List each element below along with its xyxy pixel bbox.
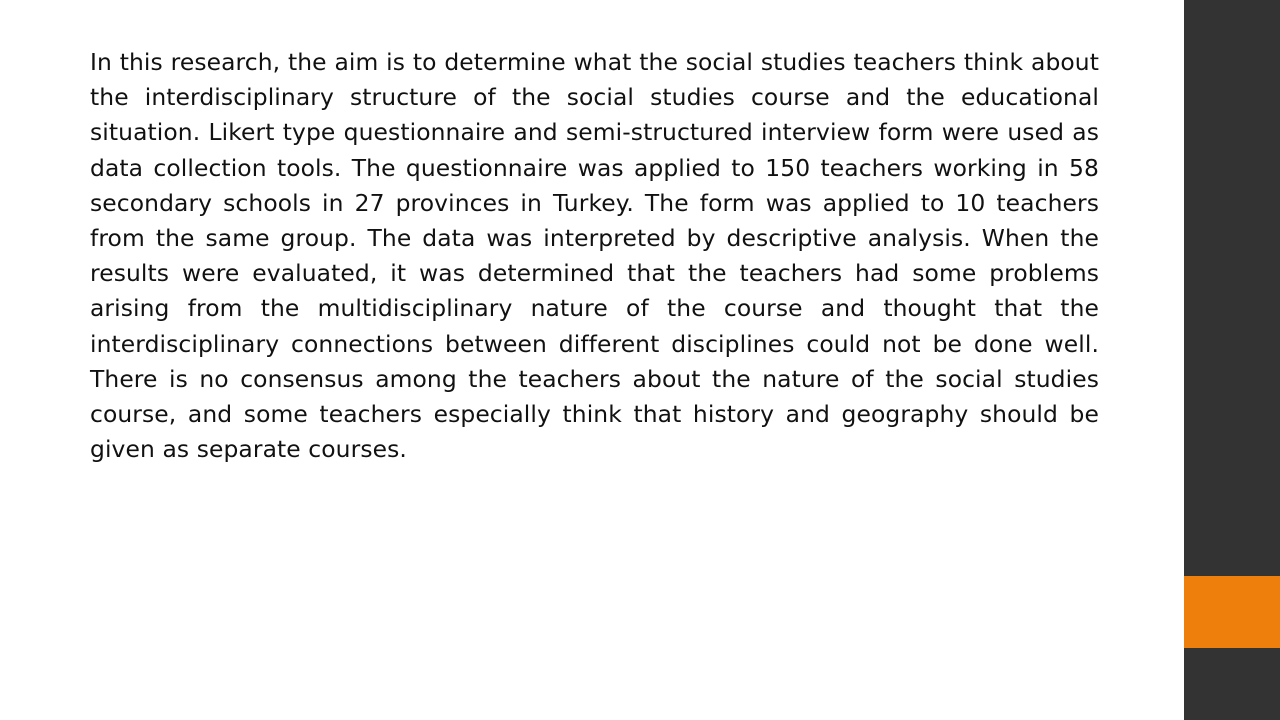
- abstract-paragraph: In this research, the aim is to determine what the social studies teachers think about the interdisciplinary structure of the social studies course and the educational situation. Likert type questionnaire and semi-structured interview form were used as data collection tools. The questionnaire was applied to 150 teachers working in 58 secondary schools in 27 provinces in Turkey. The form was applied to 10 teachers from the same group. The data was interpreted by descriptive analysis. When the results were evaluated, it was determined that the teachers had some problems arising from the multidisciplinary nature of the course and thought that the interdisciplinary connections between different disciplines could not be done well. There is no consensus among the teachers about the nature of the social studies course, and some teachers especially think that history and geography should be given as separate courses.: [90, 48, 1099, 464]
- sidebar-accent-block: [1184, 576, 1280, 648]
